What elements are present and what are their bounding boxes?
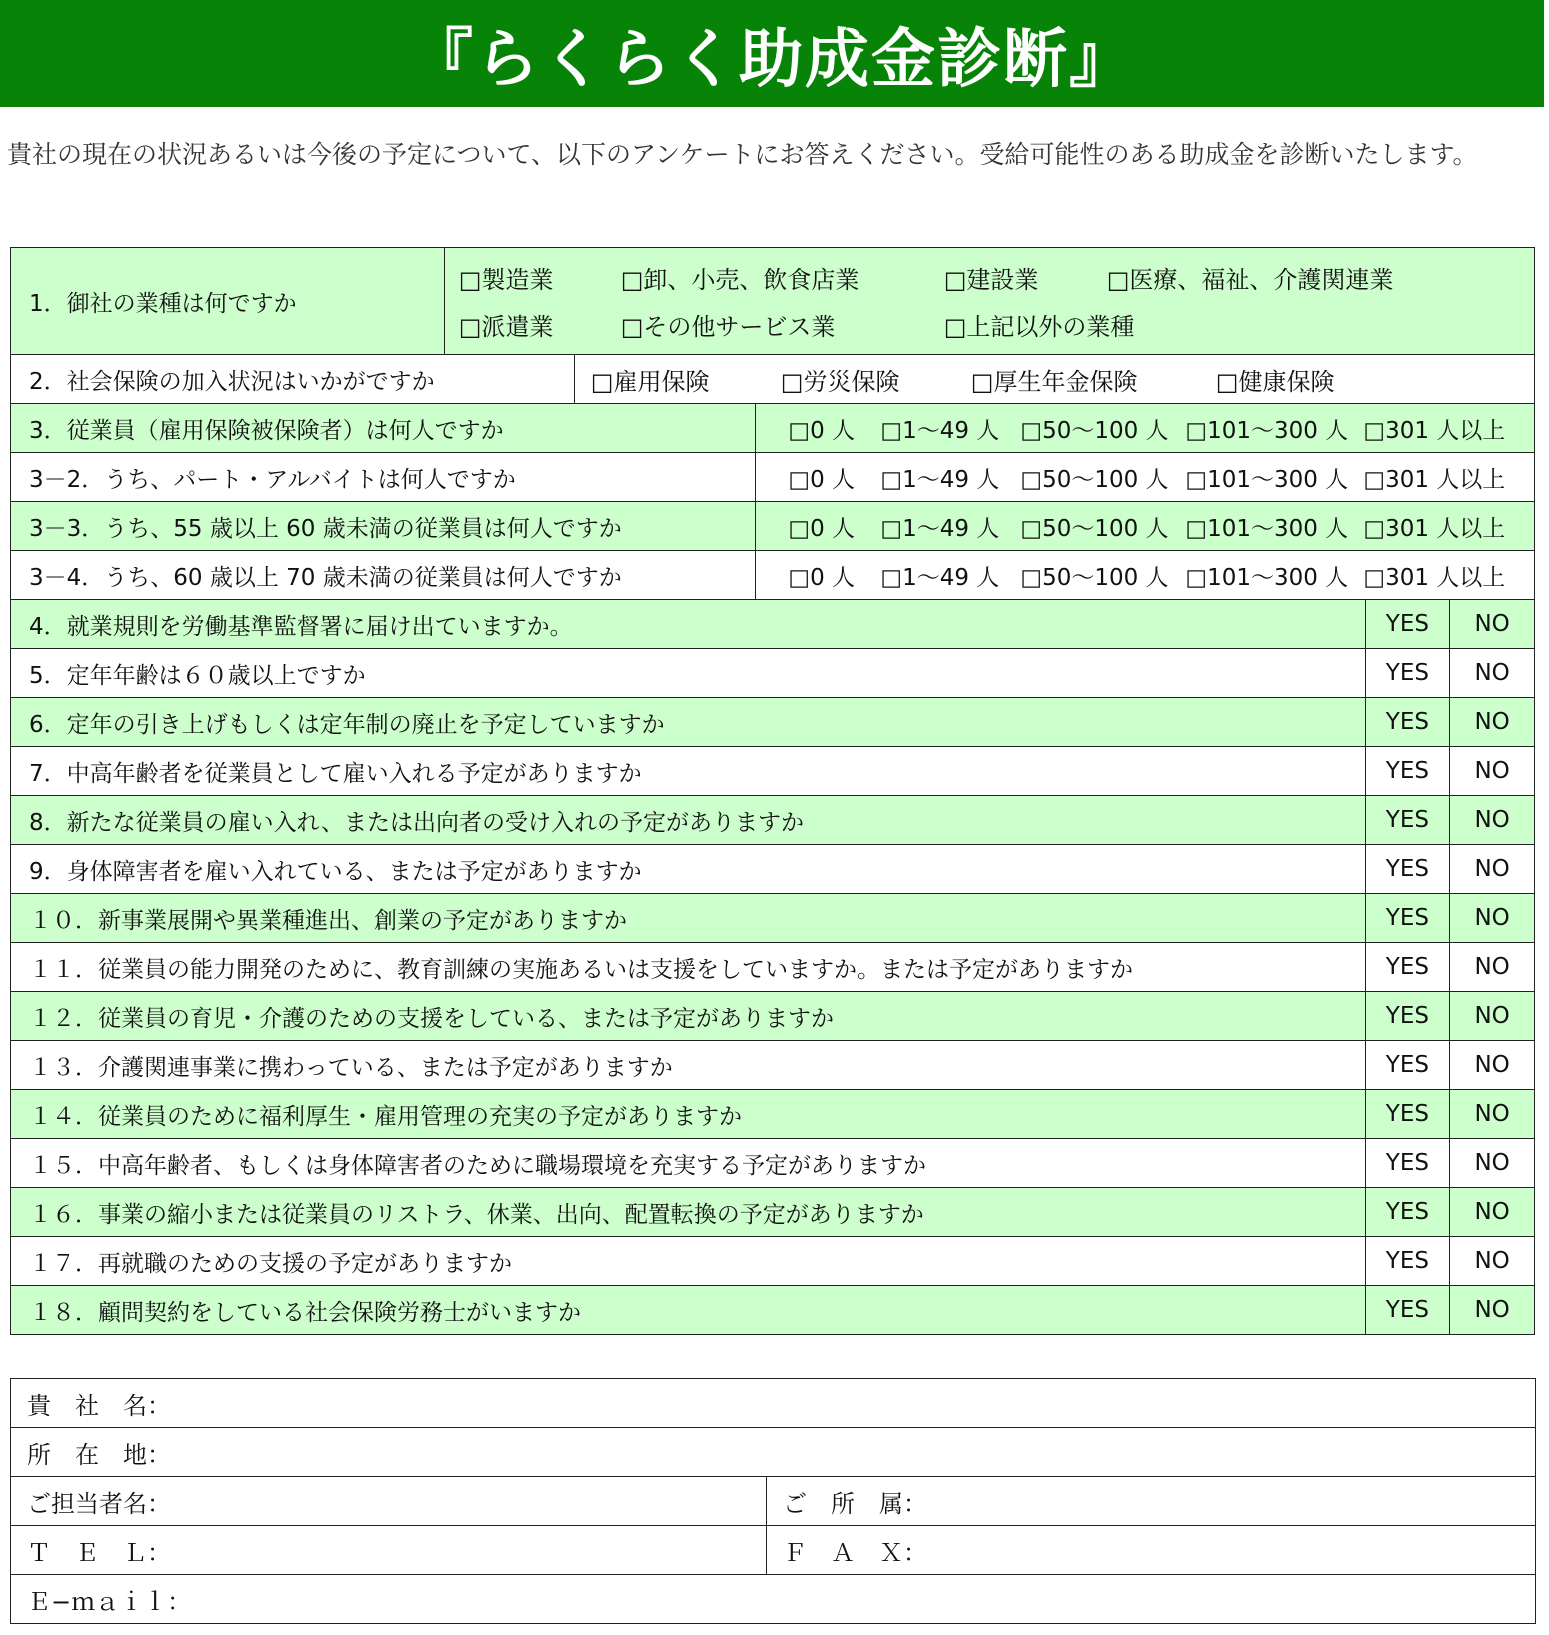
question-label: 5．定年年齢は６０歳以上ですか: [11, 649, 1366, 698]
survey-table: [10, 247, 1535, 1335]
question-label: 6．定年の引き上げもしくは定年制の廃止を予定していますか: [11, 698, 1366, 747]
employee-option-0[interactable]: □0 人: [788, 515, 856, 542]
question-row-6: [11, 698, 1535, 747]
question-row-11: [11, 943, 1535, 992]
industry-option-manufacturing[interactable]: □製造業: [458, 266, 554, 294]
question-row-7: [11, 747, 1535, 796]
contact-person-field[interactable]: ご担当者名：: [11, 1477, 767, 1526]
industry-option-services[interactable]: □その他サービス業: [620, 313, 836, 341]
yes-option[interactable]: YES: [1365, 1188, 1450, 1237]
yes-option[interactable]: YES: [1365, 747, 1450, 796]
employee-option-50-100[interactable]: □50～100 人: [1020, 515, 1169, 542]
insurance-option-accident[interactable]: □労災保険: [780, 367, 900, 396]
page-title: 『らくらく助成金診断』: [409, 22, 1135, 97]
employee-option-50-100[interactable]: □50～100 人: [1020, 466, 1169, 493]
yes-option[interactable]: YES: [1365, 698, 1450, 747]
insurance-options: [574, 355, 1534, 404]
employee-option-301-plus[interactable]: □301 人以上: [1363, 515, 1506, 542]
question-row-13: [11, 1041, 1535, 1090]
employee-option-101-300[interactable]: □101～300 人: [1185, 466, 1349, 493]
yes-option[interactable]: YES: [1365, 600, 1450, 649]
no-option[interactable]: NO: [1450, 600, 1535, 649]
question-label: 9．身体障害者を雇い入れている、または予定がありますか: [11, 845, 1366, 894]
no-option[interactable]: NO: [1450, 992, 1535, 1041]
employee-option-0[interactable]: □0 人: [788, 564, 856, 591]
department-field[interactable]: ご 所 属：: [767, 1477, 1536, 1526]
no-option[interactable]: NO: [1450, 1188, 1535, 1237]
question-row-10: [11, 894, 1535, 943]
employee-options: [756, 453, 1535, 502]
no-option[interactable]: NO: [1450, 943, 1535, 992]
question-row-4: [11, 600, 1535, 649]
employee-option-101-300[interactable]: □101～300 人: [1185, 564, 1349, 591]
question-row-3-4: [11, 551, 1535, 600]
yes-option[interactable]: YES: [1365, 1041, 1450, 1090]
title-banner: [0, 0, 1544, 107]
question-label: 3－4．うち、60 歳以上 70 歳未満の従業員は何人ですか: [11, 551, 756, 600]
question-label: 3－2．うち、パート・アルバイトは何人ですか: [11, 453, 756, 502]
company-name-field[interactable]: 貴 社 名：: [11, 1379, 1536, 1428]
employee-option-101-300[interactable]: □101～300 人: [1185, 417, 1349, 444]
no-option[interactable]: NO: [1450, 649, 1535, 698]
question-row-14: [11, 1090, 1535, 1139]
employee-options: [756, 551, 1535, 600]
no-option[interactable]: NO: [1450, 845, 1535, 894]
no-option[interactable]: NO: [1450, 698, 1535, 747]
employee-option-50-100[interactable]: □50～100 人: [1020, 417, 1169, 444]
question-row-16: [11, 1188, 1535, 1237]
industry-option-other[interactable]: □上記以外の業種: [943, 313, 1135, 341]
question-label: 3．従業員（雇用保険被保険者）は何人ですか: [11, 404, 756, 453]
address-field[interactable]: 所 在 地：: [11, 1428, 1536, 1477]
question-row-18: [11, 1286, 1535, 1335]
intro-text: 貴社の現在の状況あるいは今後の予定について、以下のアンケートにお答えください。受給可能性のある助成金を診断いたします。: [7, 140, 1478, 169]
yes-option[interactable]: YES: [1365, 796, 1450, 845]
no-option[interactable]: NO: [1450, 1139, 1535, 1188]
employee-option-301-plus[interactable]: □301 人以上: [1363, 564, 1506, 591]
yes-option[interactable]: YES: [1365, 845, 1450, 894]
yes-option[interactable]: YES: [1365, 1237, 1450, 1286]
no-option[interactable]: NO: [1450, 1090, 1535, 1139]
question-row-1: [11, 248, 1535, 355]
question-row-3-2: [11, 453, 1535, 502]
tel-field[interactable]: Ｔ Ｅ Ｌ：: [11, 1526, 767, 1575]
question-row-15: [11, 1139, 1535, 1188]
question-label: １８．顧問契約をしている社会保険労務士がいますか: [11, 1286, 1366, 1335]
no-option[interactable]: NO: [1450, 796, 1535, 845]
question-label: 8．新たな従業員の雇い入れ、または出向者の受け入れの予定がありますか: [11, 796, 1366, 845]
employee-option-101-300[interactable]: □101～300 人: [1185, 515, 1349, 542]
fax-field[interactable]: Ｆ Ａ Ｘ：: [767, 1526, 1536, 1575]
no-option[interactable]: NO: [1450, 894, 1535, 943]
question-label: １４．従業員のために福利厚生・雇用管理の充実の予定がありますか: [11, 1090, 1366, 1139]
question-label: 1．御社の業種は何ですか: [11, 248, 445, 355]
question-label: １３．介護関連事業に携わっている、または予定がありますか: [11, 1041, 1366, 1090]
question-label: １１．従業員の能力開発のために、教育訓練の実施あるいは支援をしていますか。または予定がありますか: [11, 943, 1366, 992]
question-row-2: [11, 355, 1535, 404]
employee-options: [756, 502, 1535, 551]
insurance-option-health[interactable]: □健康保険: [1215, 367, 1335, 396]
question-label: １０．新事業展開や異業種進出、創業の予定がありますか: [11, 894, 1366, 943]
yes-option[interactable]: YES: [1365, 992, 1450, 1041]
employee-option-0[interactable]: □0 人: [788, 466, 856, 493]
question-label: 7．中高年齢者を従業員として雇い入れる予定がありますか: [11, 747, 1366, 796]
question-row-3-3: [11, 502, 1535, 551]
question-row-3: [11, 404, 1535, 453]
industry-option-construction[interactable]: □建設業: [943, 266, 1039, 294]
question-label: 2．社会保険の加入状況はいかがですか: [11, 355, 575, 404]
no-option[interactable]: NO: [1450, 1237, 1535, 1286]
employee-option-301-plus[interactable]: □301 人以上: [1363, 417, 1506, 444]
question-label: １７．再就職のための支援の予定がありますか: [11, 1237, 1366, 1286]
employee-option-1-49[interactable]: □1～49 人: [880, 564, 1000, 591]
yes-option[interactable]: YES: [1365, 894, 1450, 943]
question-label: １２．従業員の育児・介護のための支援をしている、または予定がありますか: [11, 992, 1366, 1041]
industry-option-medical[interactable]: □医療、福祉、介護関連業: [1106, 266, 1394, 294]
question-label: １６．事業の縮小または従業員のリストラ、休業、出向、配置転換の予定がありますか: [11, 1188, 1366, 1237]
employee-option-1-49[interactable]: □1～49 人: [880, 515, 1000, 542]
question-row-8: [11, 796, 1535, 845]
employee-options: [756, 404, 1535, 453]
question-label: １５．中高年齢者、もしくは身体障害者のために職場環境を充実する予定がありますか: [11, 1139, 1366, 1188]
yes-option[interactable]: YES: [1365, 649, 1450, 698]
no-option[interactable]: NO: [1450, 747, 1535, 796]
no-option[interactable]: NO: [1450, 1041, 1535, 1090]
insurance-option-pension[interactable]: □厚生年金保険: [970, 367, 1138, 396]
employee-option-0[interactable]: □0 人: [788, 417, 856, 444]
employee-option-1-49[interactable]: □1～49 人: [880, 417, 1000, 444]
yes-option[interactable]: YES: [1365, 943, 1450, 992]
yes-option[interactable]: YES: [1365, 1139, 1450, 1188]
question-label: 3－3．うち、55 歳以上 60 歳未満の従業員は何人ですか: [11, 502, 756, 551]
employee-option-301-plus[interactable]: □301 人以上: [1363, 466, 1506, 493]
industry-option-retail[interactable]: □卸、小売、飲食店業: [620, 266, 860, 294]
yes-option[interactable]: YES: [1365, 1090, 1450, 1139]
question-row-17: [11, 1237, 1535, 1286]
employee-option-50-100[interactable]: □50～100 人: [1020, 564, 1169, 591]
question-label: 4．就業規則を労働基準監督署に届け出ていますか。: [11, 600, 1366, 649]
no-option[interactable]: NO: [1450, 1286, 1535, 1335]
email-field[interactable]: Ｅ−ｍａｉｌ：: [11, 1575, 1536, 1624]
question-row-12: [11, 992, 1535, 1041]
insurance-option-employment[interactable]: □雇用保険: [590, 367, 710, 396]
yes-option[interactable]: YES: [1365, 1286, 1450, 1335]
question-row-9: [11, 845, 1535, 894]
contact-form: [10, 1378, 1536, 1624]
employee-option-1-49[interactable]: □1～49 人: [880, 466, 1000, 493]
industry-option-dispatch[interactable]: □派遣業: [458, 313, 554, 341]
question-row-5: [11, 649, 1535, 698]
industry-options: [444, 248, 1534, 355]
